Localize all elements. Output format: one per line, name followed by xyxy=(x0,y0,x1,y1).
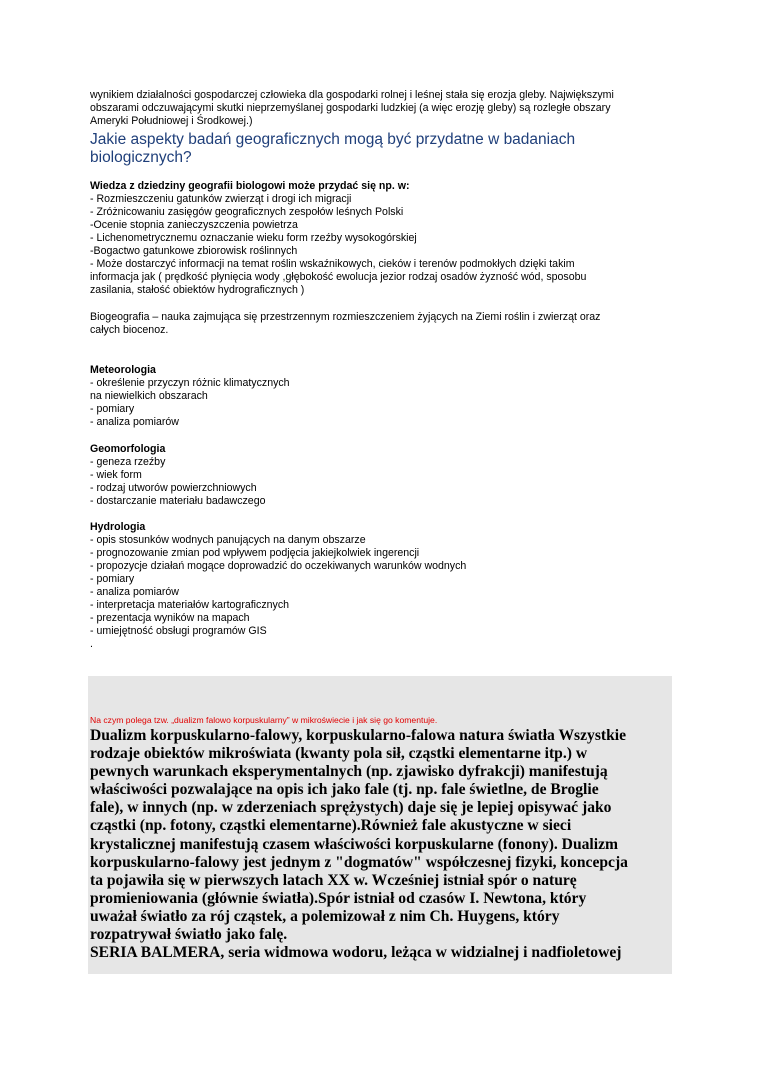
text-line: korpuskularno-falowy jest jednym z "dogmatów" współczesnej fizyki, koncepcja xyxy=(90,853,628,871)
text-line: rozpatrywał światło jako falę. xyxy=(90,926,288,944)
list-item: - analiza pomiarów xyxy=(90,586,179,598)
list-item: - prognozowanie zmian pod wpływem podjęcia jakiejkolwiek ingerencji xyxy=(90,547,420,559)
text-line: Dualizm korpuskularno-falowy, korpuskularno-falowa natura światła Wszystkie xyxy=(90,727,627,744)
geomorphology-section xyxy=(90,443,680,508)
list-item: - wiek form xyxy=(90,469,142,481)
list-item: - pomiary xyxy=(90,403,135,415)
list-item: - interpretacja materiałów kartograficznych xyxy=(90,599,290,611)
text-line: cząstki (np. fotony, cząstki elementarne).Również fale akustyczne w sieci xyxy=(90,817,572,835)
dualism-paragraph xyxy=(90,727,670,962)
list-item: - umiejętność obsługi programów GIS xyxy=(90,625,267,637)
dualism-question: Na czym polega tzw. „dualizm falowo korpuskularny” w mikroświecie i jak się go komentuje. xyxy=(90,715,438,725)
list-item: - opis stosunków wodnych panujących na danym obszarze xyxy=(90,534,366,546)
text-line: krystalicznej manifestują czasem właściwości korpuskularne (fonony). Dualizm xyxy=(90,835,618,853)
biogeography-definition xyxy=(90,311,680,337)
meteorology-section xyxy=(90,364,680,429)
section-heading: Meteorologia xyxy=(90,364,156,376)
list-item: - analiza pomiarów xyxy=(90,416,179,428)
text-line: ta pojawiła się w pierwszych latach XX w. Wcześniej istniał spór o naturę xyxy=(90,871,577,889)
heading-line: Jakie aspekty badań geograficznych mogą być przydatne w badaniach xyxy=(90,131,576,148)
text-line: rodzaje obiektów mikroświata (kwanty pola sił, cząstki elementarne itp.) w xyxy=(90,745,588,763)
section-question-heading xyxy=(90,131,690,167)
list-item: - prezentacja wyników na mapach xyxy=(90,612,250,624)
text-line: pewnych warunkach eksperymentalnych (np. zjawisko dyfrakcji) manifestują xyxy=(90,763,608,781)
list-item: - geneza rzeźby xyxy=(90,456,166,468)
list-item: -Ocenie stopnia zanieczyszczenia powietrza xyxy=(90,219,298,231)
text-line: wynikiem działalności gospodarczej człowieka dla gospodarki rolnej i leśnej stała się erozja gleby. Największymi xyxy=(90,89,614,101)
list-item: - Może dostarczyć informacji na temat roślin wskaźnikowych, cieków i terenów podmokłych dzięki takim xyxy=(90,258,575,270)
hydrology-section xyxy=(90,521,680,651)
text-line: Biogeografia – nauka zajmująca się przestrzennym rozmieszczeniem żyjących na Ziemi roślin i zwierząt oraz xyxy=(90,311,601,323)
text-line: właściwości pozwalające na opis ich jako fale (tj. np. fale świetlne, de Broglie xyxy=(90,781,599,799)
list-item: - Zróżnicowaniu zasięgów geograficznych zespołów leśnych Polski xyxy=(90,206,404,218)
list-item: - propozycje działań mogące doprowadzić do oczekiwanych warunków wodnych xyxy=(90,560,467,572)
text-line: SERIA BALMERA, seria widmowa wodoru, leżąca w widzialnej i nadfioletowej xyxy=(90,944,622,962)
text-line: uważał światło za rój cząstek, a polemizował z nim Ch. Huygens, który xyxy=(90,907,560,925)
list-item: informacja jak ( prędkość płynięcia wody ,głębokość ewolucja jezior rodzaj osadów żyzność wód, sposobu xyxy=(90,271,587,283)
text-line: fale), w innych (np. w zderzeniach sprężystych) daje się je lepiej opisywać jako xyxy=(90,799,612,817)
list-item: - Lichenometrycznemu oznaczanie wieku form rzeźby wysokogórskiej xyxy=(90,232,417,244)
text-line: obszarami odczuwającymi skutki nieprzemyślanej gospodarki ludzkiej (a więc erozję gleby) są rozległe obszary xyxy=(90,102,611,114)
text-line: promieniowania (głównie światła).Spór istniał od czasów I. Newtona, który xyxy=(90,889,587,907)
section-heading: Geomorfologia xyxy=(90,443,166,455)
list-heading: Wiedza z dziedziny geografii biologowi może przydać się np. w: xyxy=(90,180,410,192)
list-item: -Bogactwo gatunkowe zbiorowisk roślinnych xyxy=(90,245,298,257)
list-item: zasilania, stałość obiektów hydrograficznych ) xyxy=(90,284,305,296)
heading-line: biologicznych? xyxy=(90,149,192,166)
text-line: całych biocenoz. xyxy=(90,324,169,336)
list-item: na niewielkich obszarach xyxy=(90,390,208,402)
list-item: - określenie przyczyn różnic klimatycznych xyxy=(90,377,290,389)
text-line: Ameryki Południowej i Środkowej.) xyxy=(90,115,253,127)
list-item: - rodzaj utworów powierzchniowych xyxy=(90,482,257,494)
list-item: . xyxy=(90,638,93,650)
section-heading: Hydrologia xyxy=(90,521,146,533)
list-item: - dostarczanie materiału badawczego xyxy=(90,495,266,507)
list-item: - Rozmieszczeniu gatunków zwierząt i drogi ich migracji xyxy=(90,193,352,205)
list-item: - pomiary xyxy=(90,573,135,585)
biology-uses-list xyxy=(90,180,680,297)
intro-paragraph xyxy=(90,89,675,128)
